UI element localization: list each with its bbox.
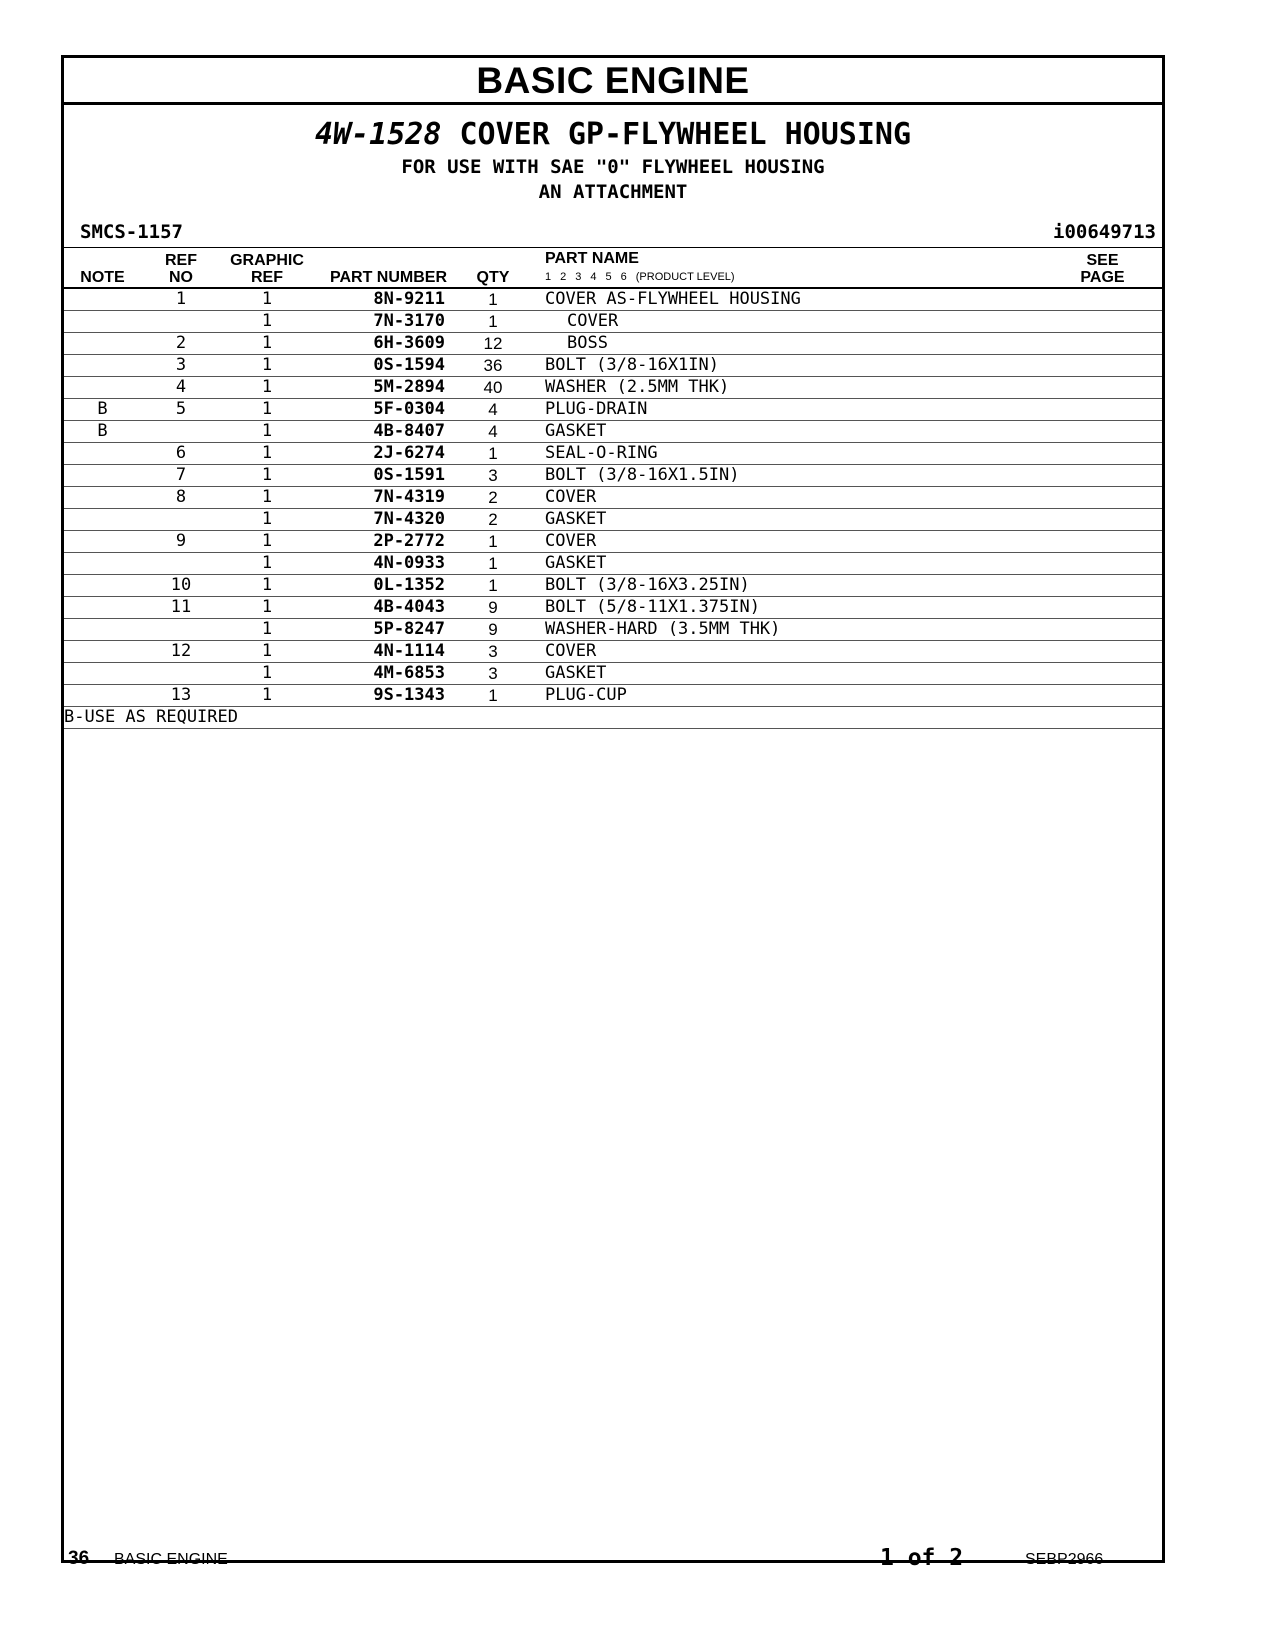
part-name-cell: GASKET bbox=[533, 663, 1043, 685]
table-row bbox=[64, 509, 1162, 531]
part-number-cell: 0S-1591 bbox=[313, 465, 453, 487]
group-number: 4W-1528 bbox=[314, 117, 442, 152]
part-number-cell: 4B-8407 bbox=[313, 421, 453, 443]
part-number-cell: 0S-1594 bbox=[313, 355, 453, 377]
graphic-ref-cell: 1 bbox=[221, 399, 313, 421]
header-part-name: PART NAME 1 2 3 4 5 6 (PRODUCT LEVEL) bbox=[533, 248, 1043, 289]
part-name-cell: COVER bbox=[533, 641, 1043, 663]
table-row bbox=[64, 685, 1162, 707]
qty-cell: 9 bbox=[453, 597, 533, 619]
part-name-cell: GASKET bbox=[533, 509, 1043, 531]
qty-cell: 4 bbox=[453, 421, 533, 443]
graphic-ref-cell: 1 bbox=[221, 531, 313, 553]
see-page-cell bbox=[1043, 443, 1162, 465]
qty-cell: 1 bbox=[453, 575, 533, 597]
part-name-cell: BOLT (3/8-16X3.25IN) bbox=[533, 575, 1043, 597]
graphic-ref-cell: 1 bbox=[221, 619, 313, 641]
note-cell bbox=[64, 487, 141, 509]
table-row bbox=[64, 399, 1162, 421]
page-frame bbox=[61, 55, 1165, 1563]
graphic-ref-cell: 1 bbox=[221, 575, 313, 597]
graphic-ref-cell: 1 bbox=[221, 641, 313, 663]
note-cell bbox=[64, 685, 141, 707]
part-number-cell: 4N-1114 bbox=[313, 641, 453, 663]
group-subtitle-1: FOR USE WITH SAE "0" FLYWHEEL HOUSING bbox=[401, 156, 825, 178]
ref-no-cell: 11 bbox=[141, 597, 221, 619]
ref-no-cell: 6 bbox=[141, 443, 221, 465]
table-row bbox=[64, 641, 1162, 663]
ref-no-cell bbox=[141, 421, 221, 443]
qty-cell: 9 bbox=[453, 619, 533, 641]
group-name: COVER GP-FLYWHEEL HOUSING bbox=[459, 117, 912, 152]
note-cell bbox=[64, 553, 141, 575]
see-page-cell bbox=[1043, 509, 1162, 531]
table-row bbox=[64, 333, 1162, 355]
see-page-cell bbox=[1043, 619, 1162, 641]
part-name-cell: GASKET bbox=[533, 553, 1043, 575]
footer-section: BASIC ENGINE bbox=[114, 1551, 228, 1568]
qty-cell: 2 bbox=[453, 487, 533, 509]
header-ref-no: REF NO bbox=[141, 248, 221, 289]
qty-cell: 12 bbox=[453, 333, 533, 355]
page-footer bbox=[0, 1545, 1275, 1575]
part-number-cell: 2J-6274 bbox=[313, 443, 453, 465]
part-name-cell: GASKET bbox=[533, 421, 1043, 443]
note-cell bbox=[64, 355, 141, 377]
ref-no-cell bbox=[141, 663, 221, 685]
part-name-cell: PLUG-DRAIN bbox=[533, 399, 1043, 421]
qty-cell: 36 bbox=[453, 355, 533, 377]
note-cell bbox=[64, 641, 141, 663]
footer-page-number: 36 bbox=[68, 1548, 90, 1569]
see-page-cell bbox=[1043, 531, 1162, 553]
graphic-ref-cell: 1 bbox=[221, 685, 313, 707]
table-row bbox=[64, 288, 1162, 311]
table-header-row bbox=[64, 248, 1162, 289]
note-cell bbox=[64, 311, 141, 333]
table-row bbox=[64, 355, 1162, 377]
part-number-cell: 0L-1352 bbox=[313, 575, 453, 597]
table-row bbox=[64, 597, 1162, 619]
part-name-cell: WASHER-HARD (3.5MM THK) bbox=[533, 619, 1043, 641]
ref-no-cell bbox=[141, 553, 221, 575]
part-name-cell: WASHER (2.5MM THK) bbox=[533, 377, 1043, 399]
parts-table bbox=[64, 247, 1162, 729]
table-row bbox=[64, 619, 1162, 641]
graphic-ref-cell: 1 bbox=[221, 443, 313, 465]
part-name-cell: BOLT (3/8-16X1.5IN) bbox=[533, 465, 1043, 487]
part-number-cell: 9S-1343 bbox=[313, 685, 453, 707]
group-subtitle-2: AN ATTACHMENT bbox=[538, 181, 688, 203]
note-cell bbox=[64, 663, 141, 685]
section-title: BASIC ENGINE bbox=[64, 58, 1162, 105]
table-row bbox=[64, 465, 1162, 487]
graphic-ref-cell: 1 bbox=[221, 465, 313, 487]
note-cell: B bbox=[64, 399, 141, 421]
graphic-ref-cell: 1 bbox=[221, 663, 313, 685]
part-number-cell: 7N-3170 bbox=[313, 311, 453, 333]
table-row bbox=[64, 377, 1162, 399]
see-page-cell bbox=[1043, 311, 1162, 333]
see-page-cell bbox=[1043, 377, 1162, 399]
note-cell bbox=[64, 377, 141, 399]
header-graphic-ref: GRAPHIC REF bbox=[221, 248, 313, 289]
part-number-cell: 2P-2772 bbox=[313, 531, 453, 553]
part-number-cell: 5F-0304 bbox=[313, 399, 453, 421]
note-cell bbox=[64, 575, 141, 597]
table-row bbox=[64, 575, 1162, 597]
ref-no-cell: 8 bbox=[141, 487, 221, 509]
see-page-cell bbox=[1043, 597, 1162, 619]
note-cell bbox=[64, 509, 141, 531]
table-row bbox=[64, 663, 1162, 685]
see-page-cell bbox=[1043, 641, 1162, 663]
graphic-ref-cell: 1 bbox=[221, 333, 313, 355]
see-page-cell bbox=[1043, 399, 1162, 421]
qty-cell: 3 bbox=[453, 663, 533, 685]
part-name-cell: COVER bbox=[533, 531, 1043, 553]
see-page-cell bbox=[1043, 288, 1162, 311]
part-name-cell: BOLT (5/8-11X1.375IN) bbox=[533, 597, 1043, 619]
qty-cell: 3 bbox=[453, 465, 533, 487]
note-cell bbox=[64, 597, 141, 619]
ref-no-cell: 10 bbox=[141, 575, 221, 597]
part-name-cell: SEAL-O-RING bbox=[533, 443, 1043, 465]
header-part-number: PART NUMBER bbox=[313, 248, 453, 289]
illustration-ref: i00649713 bbox=[1053, 221, 1156, 243]
ref-no-cell: 12 bbox=[141, 641, 221, 663]
header-qty: QTY bbox=[453, 248, 533, 289]
group-title bbox=[64, 115, 1162, 155]
part-name-cell: COVER bbox=[533, 311, 1043, 333]
table-row bbox=[64, 443, 1162, 465]
part-number-cell: 7N-4319 bbox=[313, 487, 453, 509]
graphic-ref-cell: 1 bbox=[221, 509, 313, 531]
ref-no-cell: 4 bbox=[141, 377, 221, 399]
ref-no-cell: 1 bbox=[141, 288, 221, 311]
note-cell bbox=[64, 619, 141, 641]
qty-cell: 40 bbox=[453, 377, 533, 399]
footer-page-of: 1 of 2 bbox=[880, 1545, 964, 1571]
ref-no-cell: 7 bbox=[141, 465, 221, 487]
table-row bbox=[64, 553, 1162, 575]
part-name-cell: COVER bbox=[533, 487, 1043, 509]
note-cell bbox=[64, 333, 141, 355]
part-number-cell: 8N-9211 bbox=[313, 288, 453, 311]
part-name-cell: BOSS bbox=[533, 333, 1043, 355]
footer-document-number: SEBP2966 bbox=[1025, 1551, 1104, 1568]
see-page-cell bbox=[1043, 421, 1162, 443]
smcs-row bbox=[64, 219, 1162, 247]
note-cell bbox=[64, 288, 141, 311]
footnote-row bbox=[64, 707, 1162, 729]
part-number-cell: 6H-3609 bbox=[313, 333, 453, 355]
part-name-cell: PLUG-CUP bbox=[533, 685, 1043, 707]
ref-no-cell bbox=[141, 311, 221, 333]
graphic-ref-cell: 1 bbox=[221, 377, 313, 399]
ref-no-cell bbox=[141, 509, 221, 531]
parts-table-body bbox=[64, 288, 1162, 729]
table-row bbox=[64, 311, 1162, 333]
qty-cell: 2 bbox=[453, 509, 533, 531]
footnote: B-USE AS REQUIRED bbox=[64, 707, 1162, 729]
part-name-cell: BOLT (3/8-16X1IN) bbox=[533, 355, 1043, 377]
ref-no-cell: 3 bbox=[141, 355, 221, 377]
graphic-ref-cell: 1 bbox=[221, 553, 313, 575]
part-number-cell: 5M-2894 bbox=[313, 377, 453, 399]
graphic-ref-cell: 1 bbox=[221, 421, 313, 443]
see-page-cell bbox=[1043, 663, 1162, 685]
see-page-cell bbox=[1043, 487, 1162, 509]
note-cell bbox=[64, 465, 141, 487]
graphic-ref-cell: 1 bbox=[221, 288, 313, 311]
note-cell: B bbox=[64, 421, 141, 443]
ref-no-cell: 2 bbox=[141, 333, 221, 355]
table-row bbox=[64, 421, 1162, 443]
qty-cell: 1 bbox=[453, 288, 533, 311]
ref-no-cell: 5 bbox=[141, 399, 221, 421]
see-page-cell bbox=[1043, 553, 1162, 575]
note-cell bbox=[64, 443, 141, 465]
table-row bbox=[64, 487, 1162, 509]
see-page-cell bbox=[1043, 685, 1162, 707]
qty-cell: 4 bbox=[453, 399, 533, 421]
graphic-ref-cell: 1 bbox=[221, 597, 313, 619]
part-number-cell: 5P-8247 bbox=[313, 619, 453, 641]
see-page-cell bbox=[1043, 355, 1162, 377]
smcs-code: SMCS-1157 bbox=[80, 221, 183, 243]
qty-cell: 3 bbox=[453, 641, 533, 663]
note-cell bbox=[64, 531, 141, 553]
header-see-page: SEE PAGE bbox=[1043, 248, 1162, 289]
part-number-cell: 4M-6853 bbox=[313, 663, 453, 685]
ref-no-cell bbox=[141, 619, 221, 641]
see-page-cell bbox=[1043, 575, 1162, 597]
qty-cell: 1 bbox=[453, 531, 533, 553]
see-page-cell bbox=[1043, 465, 1162, 487]
see-page-cell bbox=[1043, 333, 1162, 355]
header-note: NOTE bbox=[64, 248, 141, 289]
graphic-ref-cell: 1 bbox=[221, 487, 313, 509]
ref-no-cell: 13 bbox=[141, 685, 221, 707]
graphic-ref-cell: 1 bbox=[221, 311, 313, 333]
part-number-cell: 7N-4320 bbox=[313, 509, 453, 531]
product-levels: 1 2 3 4 5 6 (PRODUCT LEVEL) bbox=[545, 271, 735, 283]
qty-cell: 1 bbox=[453, 311, 533, 333]
qty-cell: 1 bbox=[453, 685, 533, 707]
qty-cell: 1 bbox=[453, 443, 533, 465]
graphic-ref-cell: 1 bbox=[221, 355, 313, 377]
qty-cell: 1 bbox=[453, 553, 533, 575]
part-number-cell: 4N-0933 bbox=[313, 553, 453, 575]
table-row bbox=[64, 531, 1162, 553]
ref-no-cell: 9 bbox=[141, 531, 221, 553]
part-name-cell: COVER AS-FLYWHEEL HOUSING bbox=[533, 288, 1043, 311]
part-number-cell: 4B-4043 bbox=[313, 597, 453, 619]
